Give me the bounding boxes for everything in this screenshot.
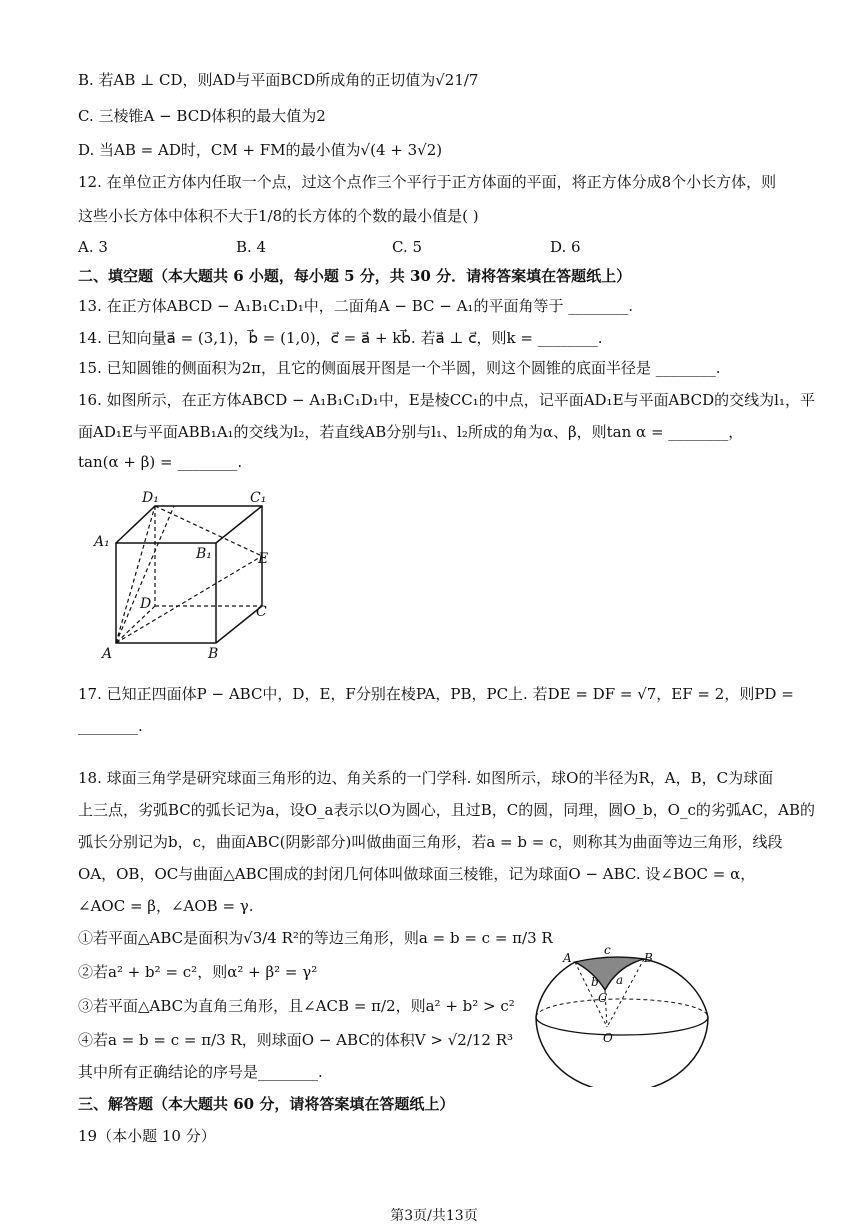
q12-option-d: D. 6 — [550, 238, 581, 256]
sphere-label-a: A — [563, 951, 572, 965]
label-d1: D₁ — [142, 490, 159, 506]
question-12-line2: 这些小长方体中体积不大于1/8的长方体的个数的最小值是( ) — [78, 207, 479, 225]
sphere-label-o: O — [603, 1031, 613, 1045]
sphere-label-arc-c: c — [604, 943, 611, 957]
label-c1: C₁ — [250, 490, 267, 506]
statement-3: ③若平面△ABC为直角三角形，且∠ACB = π/2，则a² + b² > c² — [78, 997, 515, 1015]
option-d: D. 当AB = AD时，CM + FM的最小值为√(4 + 3√2) — [78, 141, 443, 159]
cube-figure — [90, 488, 290, 663]
label-b: B — [208, 646, 219, 662]
question-14: 14. 已知向量a⃗ = (3,1)，b⃗ = (1,0)，c⃗ = a⃗ + kb⃗. 若a⃗ ⊥ c⃗，则k = ________. — [78, 329, 603, 347]
statement-1: ①若平面△ABC是面积为√3/4 R²的等边三角形，则a = b = c = π/3 R — [78, 929, 553, 947]
section-3-heading: 三、解答题（本大题共 60 分，请将答案填在答题纸上） — [78, 1095, 455, 1113]
question-17-line1: 17. 已知正四面体P − ABC中，D，E，F分别在棱PA，PB，PC上. 若DE = DF = √7，EF = 2，则PD = — [78, 685, 794, 703]
question-12-line1: 12. 在单位正方体内任取一个点，过这个点作三个平行于正方体面的平面，将正方体分成8个小长方体，则 — [78, 173, 777, 191]
statement-4: ④若a = b = c = π/3 R，则球面O − ABC的体积V > √2/12 R³ — [78, 1031, 514, 1049]
q12-option-a: A. 3 — [78, 238, 108, 256]
question-18-line2: 上三点，劣弧BC的弧长记为a，设O_a表示以O为圆心，且过B，C的圆，同理，圆O_b，O_c的劣弧AC，AB的 — [78, 801, 816, 819]
label-d: D — [140, 596, 152, 612]
sphere-figure — [532, 942, 712, 1087]
label-a1: A₁ — [94, 534, 110, 550]
page-footer: 第3页/共13页 — [390, 1208, 478, 1224]
question-16-line1: 16. 如图所示，在正方体ABCD − A₁B₁C₁D₁中，E是棱CC₁的中点，记平面AD₁E与平面ABCD的交线为l₁，平 — [78, 391, 815, 409]
sphere-label-b: B — [644, 951, 653, 965]
label-c: C — [256, 604, 267, 620]
question-15: 15. 已知圆锥的侧面积为2π，且它的侧面展开图是一个半圆，则这个圆锥的底面半径是 ________. — [78, 359, 721, 377]
option-c: C. 三棱锥A − BCD体积的最大值为2 — [78, 107, 326, 125]
question-19: 19（本小题 10 分） — [78, 1127, 216, 1145]
question-18-line3: 弧长分别记为b，c，曲面ABC(阴影部分)叫做曲面三角形，若a = b = c，则称其为曲面等边三角形，线段 — [78, 833, 783, 851]
section-2-heading: 二、填空题（本大题共 6 小题，每小题 5 分，共 30 分．请将答案填在答题纸上） — [78, 267, 632, 285]
sphere-label-arc-b: b — [591, 975, 599, 989]
label-b1: B₁ — [196, 546, 212, 562]
question-16-line2: 面AD₁E与平面ABB₁A₁的交线为l₂，若直线AB分别与l₁、l₂所成的角为α、β，则tan α = ________， — [78, 423, 744, 441]
question-18-end: 其中所有正确结论的序号是________. — [78, 1063, 323, 1081]
sphere-label-arc-a: a — [616, 973, 624, 987]
question-16-line3: tan(α + β) = ________. — [78, 453, 243, 471]
question-13: 13. 在正方体ABCD − A₁B₁C₁D₁中，二面角A − BC − A₁的平面角等于 ________. — [78, 297, 633, 315]
question-17-line2: ________. — [78, 717, 143, 735]
option-b: B. 若AB ⊥ CD，则AD与平面BCD所成角的正切值为√21/7 — [78, 71, 479, 89]
statement-2: ②若a² + b² = c²，则α² + β² = γ² — [78, 963, 318, 981]
sphere-label-c: C — [598, 991, 608, 1005]
label-e: E — [258, 551, 269, 567]
q12-option-b: B. 4 — [236, 238, 267, 256]
question-18-line5: ∠AOC = β，∠AOB = γ. — [78, 897, 254, 915]
q12-option-c: C. 5 — [392, 238, 423, 256]
question-18-line4: OA，OB，OC与曲面△ABC围成的封闭几何体叫做球面三棱锥，记为球面O − ABC. 设∠BOC = α， — [78, 865, 756, 883]
label-a: A — [102, 646, 113, 662]
question-18-line1: 18. 球面三角学是研究球面三角形的边、角关系的一门学科. 如图所示，球O的半径为R，A，B，C为球面 — [78, 769, 774, 787]
